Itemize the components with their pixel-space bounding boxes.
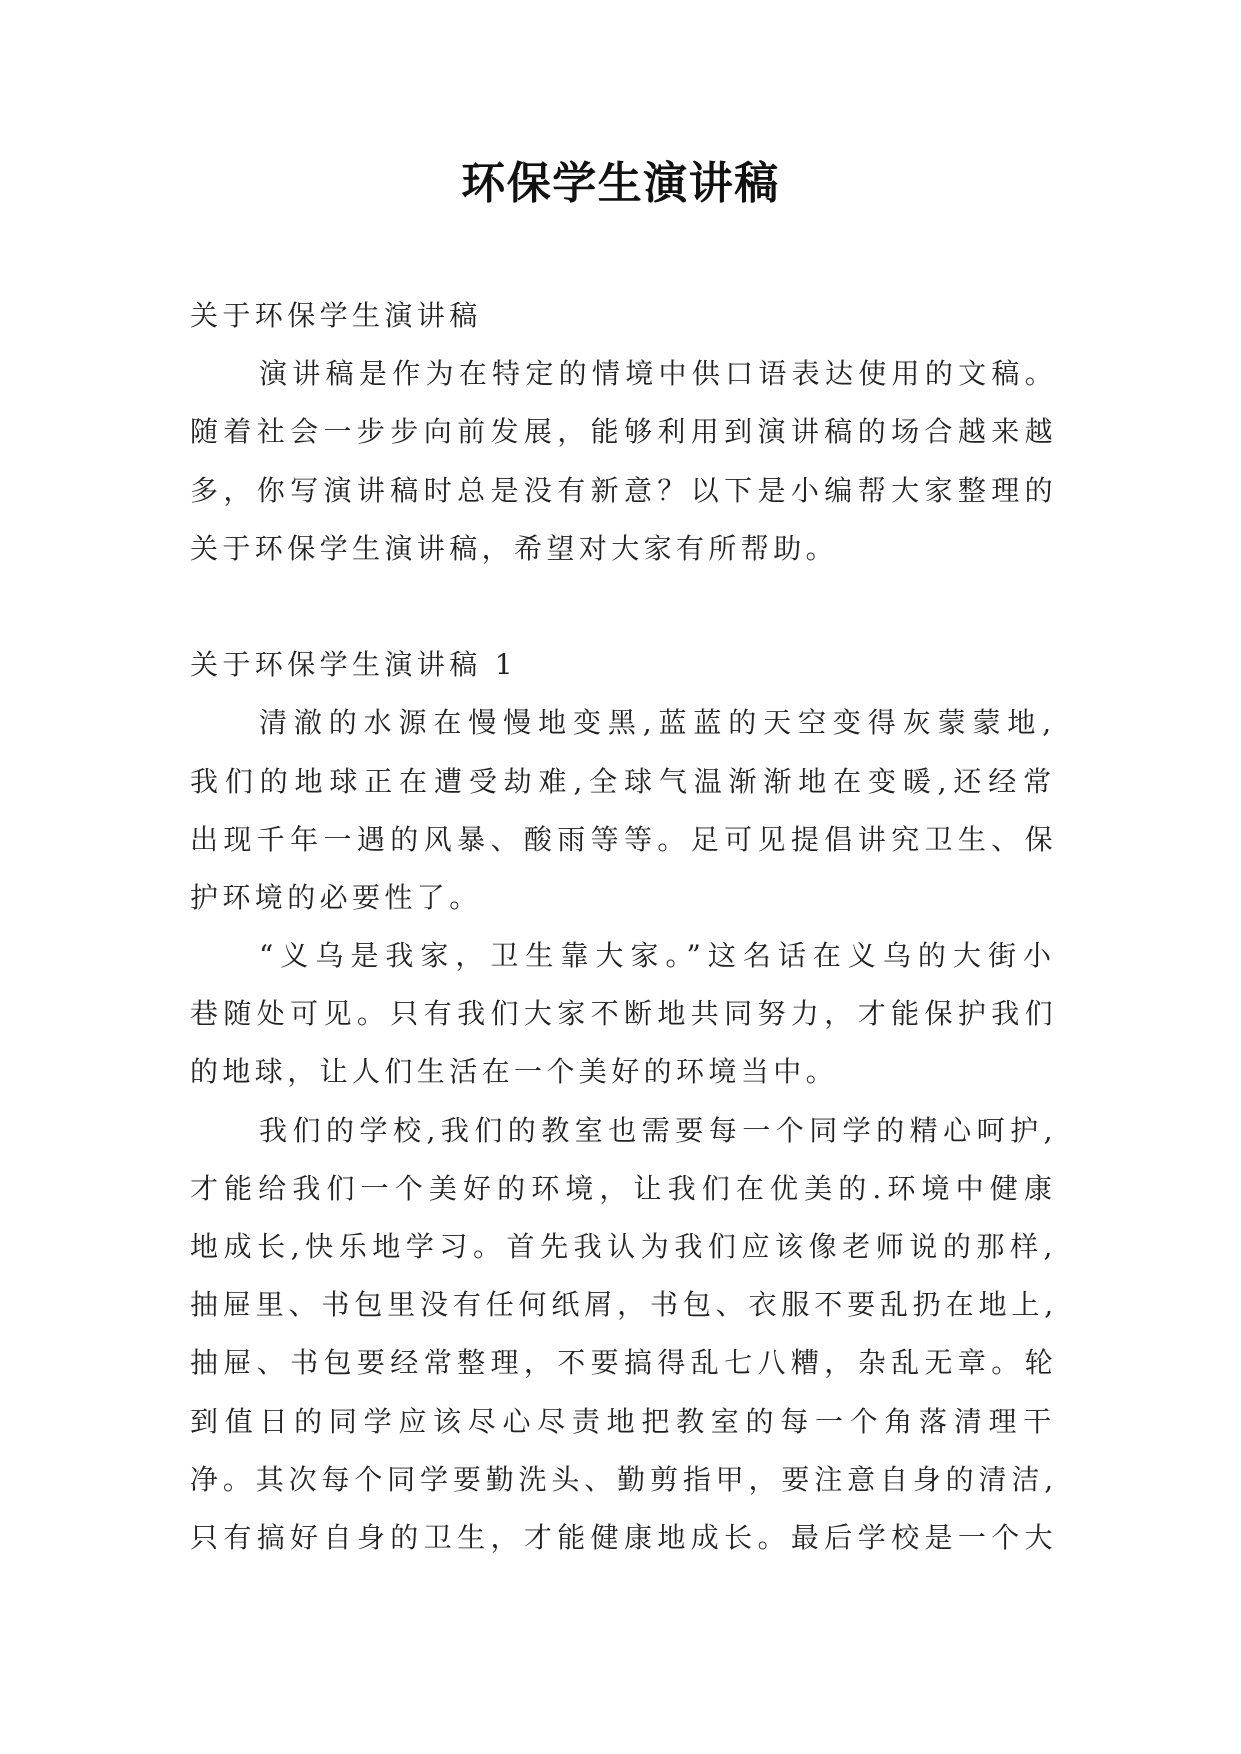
paragraph-line: 才能给我们一个美好的环境，让我们在优美的.环境中健康 [190, 1171, 1058, 1205]
section-spacer [190, 578, 1058, 636]
speech-1-paragraph-2 [190, 927, 1058, 1102]
paragraph-line: 多，你写演讲稿时总是没有新意？以下是小编帮大家整理的 [190, 473, 1058, 507]
paragraph-line: 抽屉里、书包里没有任何纸屑，书包、衣服不要乱扔在地上, [190, 1288, 1058, 1322]
speech-1-paragraph-1 [190, 694, 1058, 927]
paragraph-line: 演讲稿是作为在特定的情境中供口语表达使用的文稿。 [259, 357, 1058, 391]
speech-1-heading: 关于环保学生演讲稿 1 [190, 648, 518, 682]
document-body [190, 287, 1058, 1567]
paragraph-line: 只有搞好自身的卫生，才能健康地成长。最后学校是一个大 [190, 1520, 1058, 1554]
paragraph-line: 关于环保学生演讲稿，希望对大家有所帮助。 [190, 531, 839, 565]
paragraph-line: 地成长,快乐地学习。首先我认为我们应该像老师说的那样, [190, 1230, 1058, 1263]
paragraph-line: 的地球，让人们生活在一个美好的环境当中。 [190, 1055, 839, 1089]
paragraph-line: 到值日的同学应该尽心尽责地把教室的每一个角落清理干 [190, 1404, 1058, 1438]
intro-heading: 关于环保学生演讲稿 [190, 299, 482, 332]
paragraph-line: 护环境的必要性了。 [190, 880, 482, 914]
intro-paragraph [190, 345, 1058, 578]
paragraph-line: 清澈的水源在慢慢地变黑,蓝蓝的天空变得灰蒙蒙地, [259, 706, 1058, 740]
paragraph-line: 我们的学校,我们的教室也需要每一个同学的精心呵护, [259, 1113, 1058, 1147]
paragraph-line: 巷随处可见。只有我们大家不断地共同努力，才能保护我们 [190, 997, 1058, 1031]
paragraph-line: 净。其次每个同学要勤洗头、勤剪指甲，要注意自身的清洁, [190, 1462, 1058, 1496]
paragraph-line: 出现千年一遇的风暴、酸雨等等。足可见提倡讲究卫生、保 [190, 822, 1058, 856]
document-title: 环保学生演讲稿 [461, 158, 780, 209]
speech-1-paragraph-3 [190, 1102, 1058, 1568]
paragraph-line: 抽屉、书包要经常整理，不要搞得乱七八糟，杂乱无章。轮 [190, 1346, 1058, 1380]
paragraph-line: 我们的地球正在遭受劫难,全球气温渐渐地在变暖,还经常 [190, 764, 1058, 798]
paragraph-line: 随着社会一步步向前发展，能够利用到演讲稿的场合越来越 [190, 415, 1058, 449]
paragraph-line: “义乌是我家，卫生靠大家。”这名话在义乌的大街小 [259, 939, 1058, 973]
